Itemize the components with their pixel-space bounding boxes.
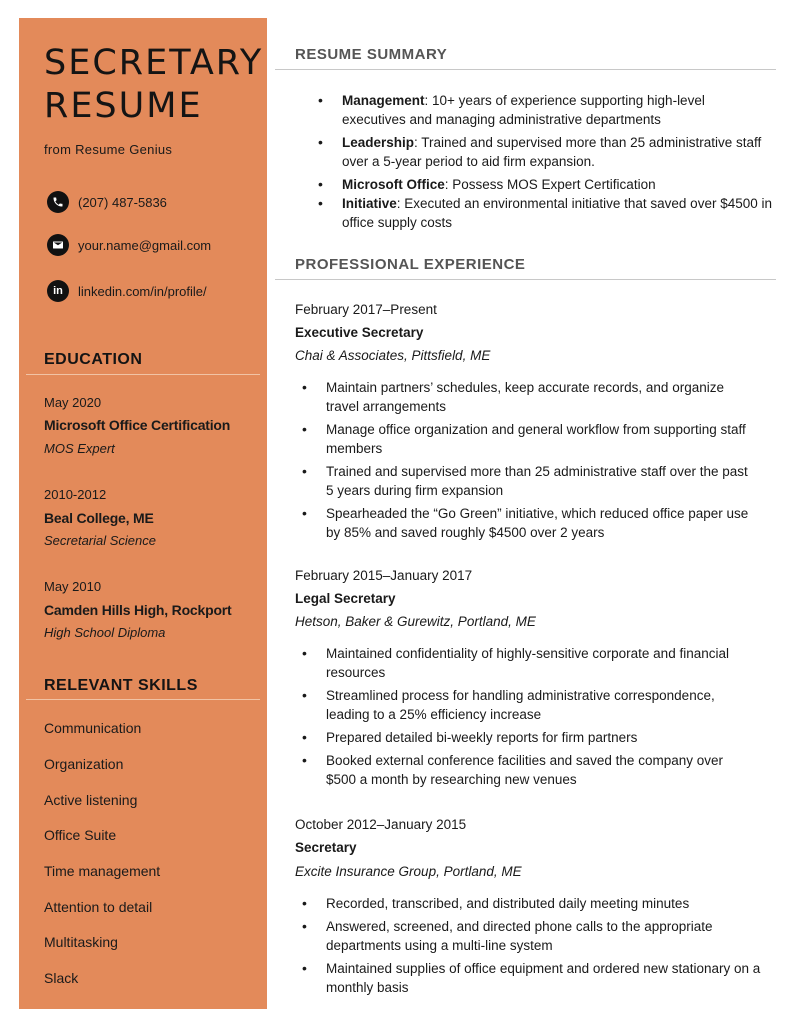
bullet-icon: •: [318, 176, 323, 192]
job-bullet-text: Trained and supervised more than 25 administrative staff over the past 5 years during firm expansion: [326, 464, 748, 498]
skill-item: Time management: [44, 863, 161, 879]
education-sub: High School Diploma: [44, 625, 166, 640]
linkedin-icon: in: [47, 280, 69, 302]
education-divider: [26, 374, 260, 375]
subtitle: from Resume Genius: [44, 142, 173, 157]
summary-item: [318, 175, 772, 194]
job-bullet: [302, 504, 756, 542]
education-title: Camden Hills High, Rockport: [44, 602, 232, 618]
education-date: May 2010: [44, 579, 102, 594]
job-company: Excite Insurance Group, Portland, ME: [295, 864, 522, 879]
job-bullet: [302, 959, 766, 997]
skill-item: Office Suite: [44, 827, 117, 843]
email-text: your.name@gmail.com: [78, 237, 212, 253]
job-bullet: [302, 686, 756, 724]
bullet-icon: •: [302, 421, 307, 437]
job-date: October 2012–January 2015: [295, 817, 467, 832]
job-date: February 2015–January 2017: [295, 568, 473, 583]
education-date: 2010-2012: [44, 487, 107, 502]
bullet-icon: •: [318, 134, 323, 150]
email-icon: [47, 234, 69, 256]
education-sub: Secretarial Science: [44, 533, 156, 548]
job-bullet: [302, 462, 756, 500]
summary-label: Initiative: [342, 196, 397, 211]
summary-item: [318, 194, 772, 232]
summary-item: [318, 91, 772, 129]
bullet-icon: •: [302, 752, 307, 768]
job-bullet: [302, 644, 756, 682]
job-bullet-text: Streamlined process for handling administrative correspondence, leading to a 25% efficiency increase: [326, 688, 715, 722]
job-bullet-text: Prepared detailed bi-weekly reports for firm partners: [326, 730, 638, 745]
job-bullet-text: Answered, screened, and directed phone calls to the appropriate departments using a multi-line system: [326, 919, 713, 953]
job-bullet: [302, 728, 756, 747]
summary-text: : Trained and supervised more than 25 administrative staff over a 5-year period to aid firm expansion.: [342, 135, 762, 169]
job-title: Secretary: [295, 840, 357, 855]
job-company: Hetson, Baker & Gurewitz, Portland, ME: [295, 614, 536, 629]
job-bullet: [302, 894, 766, 913]
phone-icon: [47, 191, 69, 213]
experience-divider: [275, 279, 776, 280]
bullet-icon: •: [302, 505, 307, 521]
skills-divider: [26, 699, 260, 700]
summary-text: : Executed an environmental initiative that saved over $4500 in office supply costs: [342, 196, 772, 230]
experience-heading: PROFESSIONAL EXPERIENCE: [295, 256, 526, 273]
bullet-icon: •: [302, 918, 307, 934]
title-line-2: RESUME: [44, 86, 203, 126]
bullet-icon: •: [302, 895, 307, 911]
bullet-icon: •: [318, 195, 323, 211]
resume-title: [44, 42, 263, 128]
education-date: May 2020: [44, 395, 102, 410]
job-bullets: [302, 378, 756, 546]
education-title: Beal College, ME: [44, 510, 154, 526]
job-bullet: [302, 378, 756, 416]
job-bullet: [302, 420, 756, 458]
job-bullets: [302, 894, 766, 1001]
job-bullet-text: Maintain partners’ schedules, keep accurate records, and organize travel arrangements: [326, 380, 724, 414]
job-bullet: [302, 917, 766, 955]
job-date: February 2017–Present: [295, 302, 437, 317]
job-title: Executive Secretary: [295, 325, 424, 340]
job-bullet-text: Recorded, transcribed, and distributed daily meeting minutes: [326, 896, 690, 911]
bullet-icon: •: [302, 687, 307, 703]
linkedin-text: linkedin.com/in/profile/: [78, 283, 207, 299]
summary-item: [318, 133, 772, 171]
skill-item: Communication: [44, 720, 142, 736]
bullet-icon: •: [302, 379, 307, 395]
skill-item: Active listening: [44, 792, 138, 808]
bullet-icon: •: [302, 463, 307, 479]
contact-email[interactable]: [47, 234, 211, 256]
job-bullet-text: Maintained supplies of office equipment and ordered new stationary on a monthly basis: [326, 961, 761, 995]
summary-label: Leadership: [342, 135, 415, 150]
contact-linkedin[interactable]: [47, 280, 207, 302]
contact-phone[interactable]: [47, 191, 167, 213]
bullet-icon: •: [302, 960, 307, 976]
summary-heading: RESUME SUMMARY: [295, 46, 448, 63]
skill-item: Multitasking: [44, 934, 118, 950]
summary-text: : 10+ years of experience supporting high-level executives and managing administrative departments: [342, 93, 705, 127]
summary-label: Microsoft Office: [342, 177, 445, 192]
phone-text: (207) 487-5836: [78, 194, 167, 210]
job-bullet-text: Maintained confidentiality of highly-sensitive corporate and financial resources: [326, 646, 729, 680]
job-company: Chai & Associates, Pittsfield, ME: [295, 348, 491, 363]
job-bullet-text: Manage office organization and general workflow from supporting staff members: [326, 422, 746, 456]
job-bullet: [302, 751, 756, 789]
education-heading: EDUCATION: [44, 351, 143, 368]
job-title: Legal Secretary: [295, 591, 396, 606]
skill-item: Organization: [44, 756, 124, 772]
job-bullet-text: Booked external conference facilities and saved the company over $500 a month by researching new venues: [326, 753, 723, 787]
summary-text: : Possess MOS Expert Certification: [444, 177, 656, 192]
bullet-icon: •: [302, 645, 307, 661]
summary-list: [318, 91, 772, 236]
skills-heading: RELEVANT SKILLS: [44, 677, 198, 694]
bullet-icon: •: [302, 729, 307, 745]
job-bullet-text: Spearheaded the “Go Green” initiative, which reduced office paper use by 85% and saved roughly $4500 over 2 years: [326, 506, 749, 540]
job-bullets: [302, 644, 756, 793]
skill-item: Attention to detail: [44, 899, 153, 915]
sidebar: [19, 18, 267, 1009]
summary-divider: [275, 69, 776, 70]
bullet-icon: •: [318, 92, 323, 108]
skill-item: Slack: [44, 970, 79, 986]
education-title: Microsoft Office Certification: [44, 417, 231, 433]
summary-label: Management: [342, 93, 425, 108]
title-line-1: SECRETARY: [44, 43, 264, 83]
education-sub: MOS Expert: [44, 441, 115, 456]
